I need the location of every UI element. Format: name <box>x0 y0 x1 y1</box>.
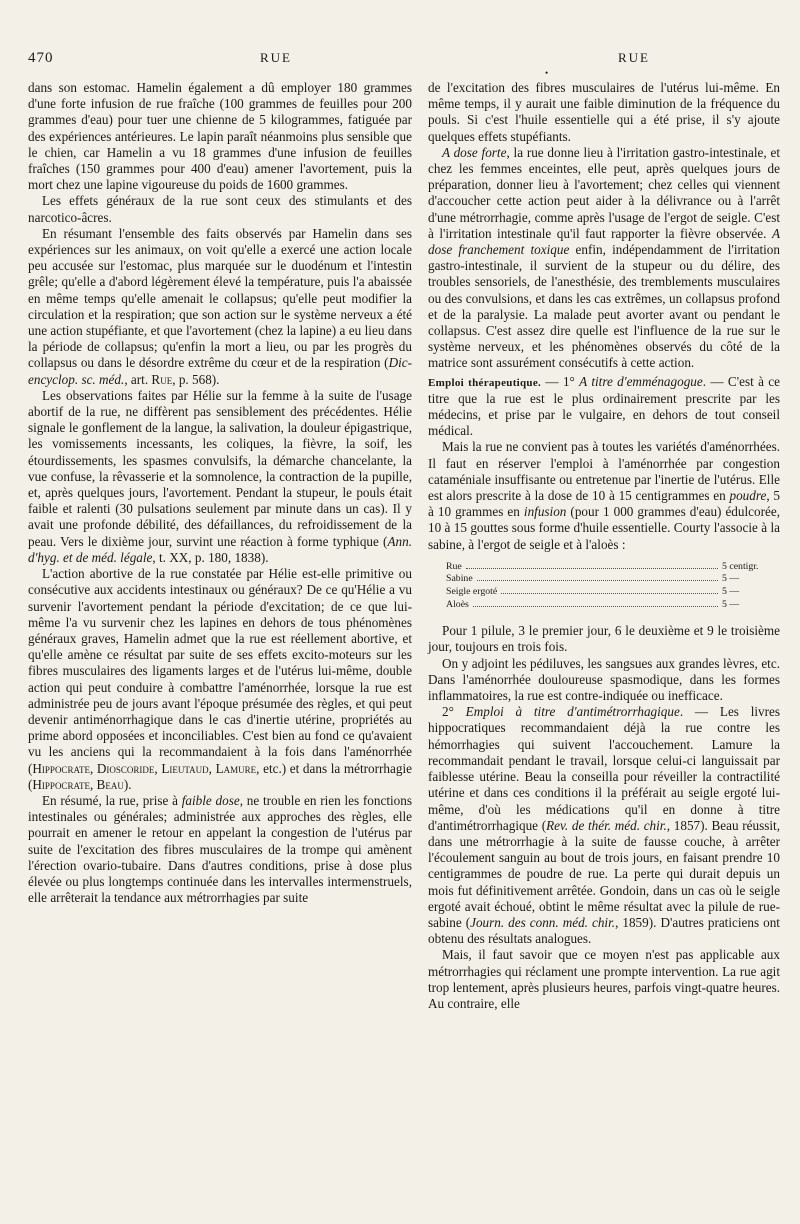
prescription-line <box>428 573 780 586</box>
running-head-right: RUE <box>618 50 650 65</box>
paragraph <box>28 80 412 193</box>
prescription-line <box>428 599 780 612</box>
paragraph-text: , ne trouble en rien les fonctions intestinales ou générales; administrée aux approches des règles, elle pourrait en amener le retour en appelant la congestion de l'utérus par suite de l'excitation des fibres musculaires de la trompe qui amènent l'érection ovario-tubaire. Dans d'autres conditions, prise à dose plus élevée ou plus longtemps continuée dans les intervalles intermenstruels, elle arrêterait la tendance aux métrorrhagies par suite <box>28 792 412 906</box>
paragraph-text: . — Les livres hippocratiques recommandaient déjà la rue contre les hémorrhagies qui suivent l'accouchement. Lamure la recommandait pendant le travail, lorsque celui-ci languissait par faiblesse utérine. Beau la conseilla pour réveiller la contractilité utérine et dans ces conditions il la préférait au seigle ergoté lui-même, d'où les médications qu'il en donne à titre d'antimétrorrhagique ( <box>428 704 780 833</box>
citation: Journ. des conn. méd. chir. <box>470 914 616 930</box>
paragraph-text: , 1857). Beau réussit, dans une métrorrhagie à la suite de fausse couche, à arrêter l'écoulement sanguin au bout de trois jours, en faisant prendre 10 centigrammes de poudre de rue. La perte qui durait depuis un mois fut définitivement arrêtée. Gondoin, dans un cas où le seigle ergoté avait échoué, obtint le même résultat avec la pilule de rue-sabine ( <box>428 817 780 930</box>
paragraph-text: Mais la rue ne convient pas à toutes les variétés d'aménorrhées. Il faut en réserver l'emploi à l'aménorrhée par congestion cataméniale insuffisante ou entretenue par l'inertie de l'utérus. Elle est alors prescrite à la dose de 10 à 15 centigrammes en <box>428 439 780 504</box>
dot-leader <box>477 580 718 581</box>
running-head-left: RUE <box>260 50 292 65</box>
ornament-dot: • <box>545 68 549 78</box>
paragraph-text: Mais, il faut savoir que ce moyen n'est pas applicable aux métrorrhagies qui réclament une prompte intervention. La rue agit trop lentement, après plusieurs heures, parfois vingt-quatre heures. Au contraire, elle <box>428 947 780 1011</box>
citation: Ann. d'hyg. et de méd. légale <box>28 533 412 565</box>
emphasis: faible dose <box>181 792 240 808</box>
paragraph-text: — 1° <box>541 373 580 389</box>
emphasis: poudre <box>729 488 767 504</box>
paragraph-text: On y adjoint les pédiluves, les sangsues aux grandes lèvres, etc. Dans l'aménorrhée douloureuse spasmodique, dans les formes inflammatoires, la rue est contre-indiquée ou inefficace. <box>428 655 780 704</box>
ingredient-quantity: 5 — <box>722 598 740 610</box>
ingredient-name: Sabine <box>446 573 473 585</box>
subsection-title: A titre d'emménagogue <box>579 373 703 389</box>
dot-leader <box>501 593 718 594</box>
prescription-line <box>428 561 780 574</box>
ingredient-name: Rue <box>446 560 462 572</box>
paragraph <box>428 656 780 705</box>
paragraph <box>428 947 780 1012</box>
paragraph-text: , etc.) et dans la métrorrhagie ( <box>28 760 412 792</box>
section-therapeutic-use <box>428 374 780 440</box>
paragraph <box>28 388 412 566</box>
citation: Dic-encyclop. sc. méd. <box>28 355 412 387</box>
ingredient-name: Seigle ergoté <box>446 586 498 598</box>
page-header <box>28 50 780 78</box>
paragraph-text: , t. XX, p. 180, 1838). <box>152 549 269 565</box>
section-number: 2° <box>442 704 466 720</box>
paragraph-text: En résumant l'ensemble des faits observés par Hamelin dans ses expériences sur les animaux, on voit qu'elle a exercé une action locale peu accusée sur l'estomac, plus marquée sur le duodénum et l'intestin grêle; qu'elle a d'abord légèrement élevé la température, puis l'a abaissée en même temps qu'elle amenait le collapsus; qu'elle peut modifier la circulation et la respiration; que son action sur le système nerveux a été une action stupéfiante, et que l'avortement (chez la lapine) a eu lieu dans la période de collapsus; qu'enfin la mort a lieu, ou par les progrès du collapsus ou dans le désordre extrême du cœur et de la respiration ( <box>28 225 412 371</box>
section-antimetrorrhagic <box>428 704 780 947</box>
emphasis: A dose forte <box>442 144 507 160</box>
dot-leader <box>466 568 718 569</box>
paragraph-text: , art. <box>124 371 152 387</box>
paragraph-text: , 1859). D'autres praticiens ont obtenu des résultats analogues. <box>428 914 780 947</box>
paragraph <box>428 623 780 655</box>
right-column <box>428 80 780 1012</box>
emphasis: A dose franchement toxique <box>428 225 780 258</box>
prescription-line <box>428 586 780 599</box>
paragraph <box>428 439 780 552</box>
paragraph <box>28 226 412 388</box>
ingredient-name: Aloès <box>446 598 469 610</box>
subsection-title: Emploi à titre d'antimétrorrhagique <box>465 704 680 720</box>
paragraph-text: dans son estomac. Hamelin également a dû employer 180 grammes d'une forte infusion de rue fraîche (100 grammes de feuilles pour 200 grammes d'eau) pour tuer une chienne de 5 kilogrammes, fatiguée par des expériences antérieures. Le lapin paraît néanmoins plus sensible que le chien, car Hamelin a vu 18 grammes d'une infusion de feuilles fraîches (150 grammes pour 400 d'eau) amener l'avortement, puis la mort chez une lapine vigoureuse du poids de 1600 grammes. <box>28 80 412 193</box>
paragraph-text: Les effets généraux de la rue sont ceux des stimulants et des narcotico-âcres. <box>28 193 412 225</box>
ingredient-quantity: 5 — <box>722 586 740 598</box>
page-number: 470 <box>28 50 54 66</box>
ingredient-quantity: 5 centigr. <box>722 560 759 572</box>
author-names: Hippocrate, Dioscoride, Lieutaud, Lamure <box>32 760 257 776</box>
paragraph-text: . — C'est à ce titre que la rue est le plus ordinairement prescrite par les médecins, et prise par le vulgaire, en dehors de tout conseil médical. <box>428 373 780 439</box>
paragraph-text: , 5 à 10 grammes en <box>428 488 780 520</box>
paragraph-text: L'action abortive de la rue constatée par Hélie est-elle primitive ou consécutive aux accidents intestinaux ou généraux? De ce qu'Hélie a vu survenir l'avortement pendant la période d'excitation; de ce que lui-même l'a vu survenir chez les lapines en dehors de tous phénomènes généraux graves, Hamelin admet que la rue est réellement abortive, et qu'elle amène ce résultat par suite de ses effets excito-moteurs sur les fibres musculaires des ligaments larges et de l'utérus lui-même, double action qui peut conduire à combattre l'aménorrhée, lorsque la rue est administrée peu de jours avant l'époque présumée des règles, et qui peut devenir antiménorrhagique dans le cas d'inertie utérine, propriétés au prime abord opposées et inconciliables. C'est bien au fond ce qu'avaient vu les anciens qui la recommandaient à la fois dans l'aménorrhée ( <box>28 566 412 776</box>
prescription-list <box>428 561 780 611</box>
paragraph-text: Pour 1 pilule, 3 le premier jour, 6 le deuxième et 9 le troisième jour, toujours en trois fois. <box>428 623 780 655</box>
emphasis: infusion <box>523 504 567 520</box>
paragraph-text: (pour 1 000 grammes d'eau) édulcorée, 10 à 15 gouttes sous forme d'huile essentielle. Courty l'associe à la sabine, à l'ergot de seigle et à l'aloès : <box>428 504 780 552</box>
ingredient-quantity: 5 — <box>722 573 740 585</box>
section-heading: Emploi thérapeutique. <box>428 376 542 389</box>
left-column <box>28 80 412 906</box>
paragraph-text: enfin, indépendamment de l'irritation gastro-intestinale, il survient de la stupeur ou du délire, des troubles sensoriels, de l'anesthésie, des tremblements musculaires ou des convulsions, et dans les cas extrêmes, un collapsus profond et de la paralysie. La malade peut avorter avant ou pendant le collapsus. C'est assez dire quelle est l'influence de la rue sur le système nerveux, et les phénomènes observés du côté de la matrice sont assurément consécutifs à cette action. <box>428 242 780 371</box>
paragraph-text: , p. 568). <box>172 371 220 387</box>
paragraph <box>428 80 780 145</box>
paragraph-text: Les observations faites par Hélie sur la femme à la suite de l'usage abortif de la rue, ne diffèrent pas sensiblement des précédentes. Hélie signale le gonflement de la langue, la salivation, la douleur épigastrique, les vomissements incessants, les coliques, la fièvre, la soif, les étourdissements, les spasmes convulsifs, la démarche chancelante, la vue confuse, la rêvasserie et la somnolence, la contraction de la pupille, et, après quelques jours, l'avortement. Pendant la stupeur, le pouls était faible et ralenti (30 pulsations seulement par minute dans un cas). Il y avait une profonde débilité, des défaillances, du refroidissement de la peau. Vers le dixième jour, survint une réaction à forme typhique ( <box>28 387 412 549</box>
article-name: Rue <box>151 371 173 387</box>
paragraph <box>428 145 780 372</box>
paragraph-text: de l'excitation des fibres musculaires de l'utérus lui-même. En même temps, il y aurait une faible diminution de la fréquence du pouls. Si c'est l'huile essentielle qui a été prise, il s'y ajoute quelques effets stupéfiants. <box>428 80 780 144</box>
paragraph <box>28 193 412 225</box>
citation: Rev. de thér. méd. chir. <box>546 817 667 833</box>
paragraph-text: En résumé, la rue, prise à <box>42 792 182 808</box>
paragraph-text: ). <box>123 776 132 792</box>
dot-leader <box>473 606 718 607</box>
paragraph <box>28 566 412 793</box>
paragraph <box>28 793 412 906</box>
paragraph-text: , la rue donne lieu à l'irritation gastro-intestinale, et chez les femmes enceintes, elle peut, après quelques jours de préparation, donner lieu à l'avortement; chez celles qui viennent d'accoucher cette action peut aider à la délivrance ou à l'arrêt d'une métrorrhagie, comme après l'usage de l'ergot de seigle. C'est à l'irritation intestinale qu'il faut rapporter la fièvre observée. <box>428 144 780 241</box>
author-names: Hippocrate, Beau <box>32 776 124 792</box>
